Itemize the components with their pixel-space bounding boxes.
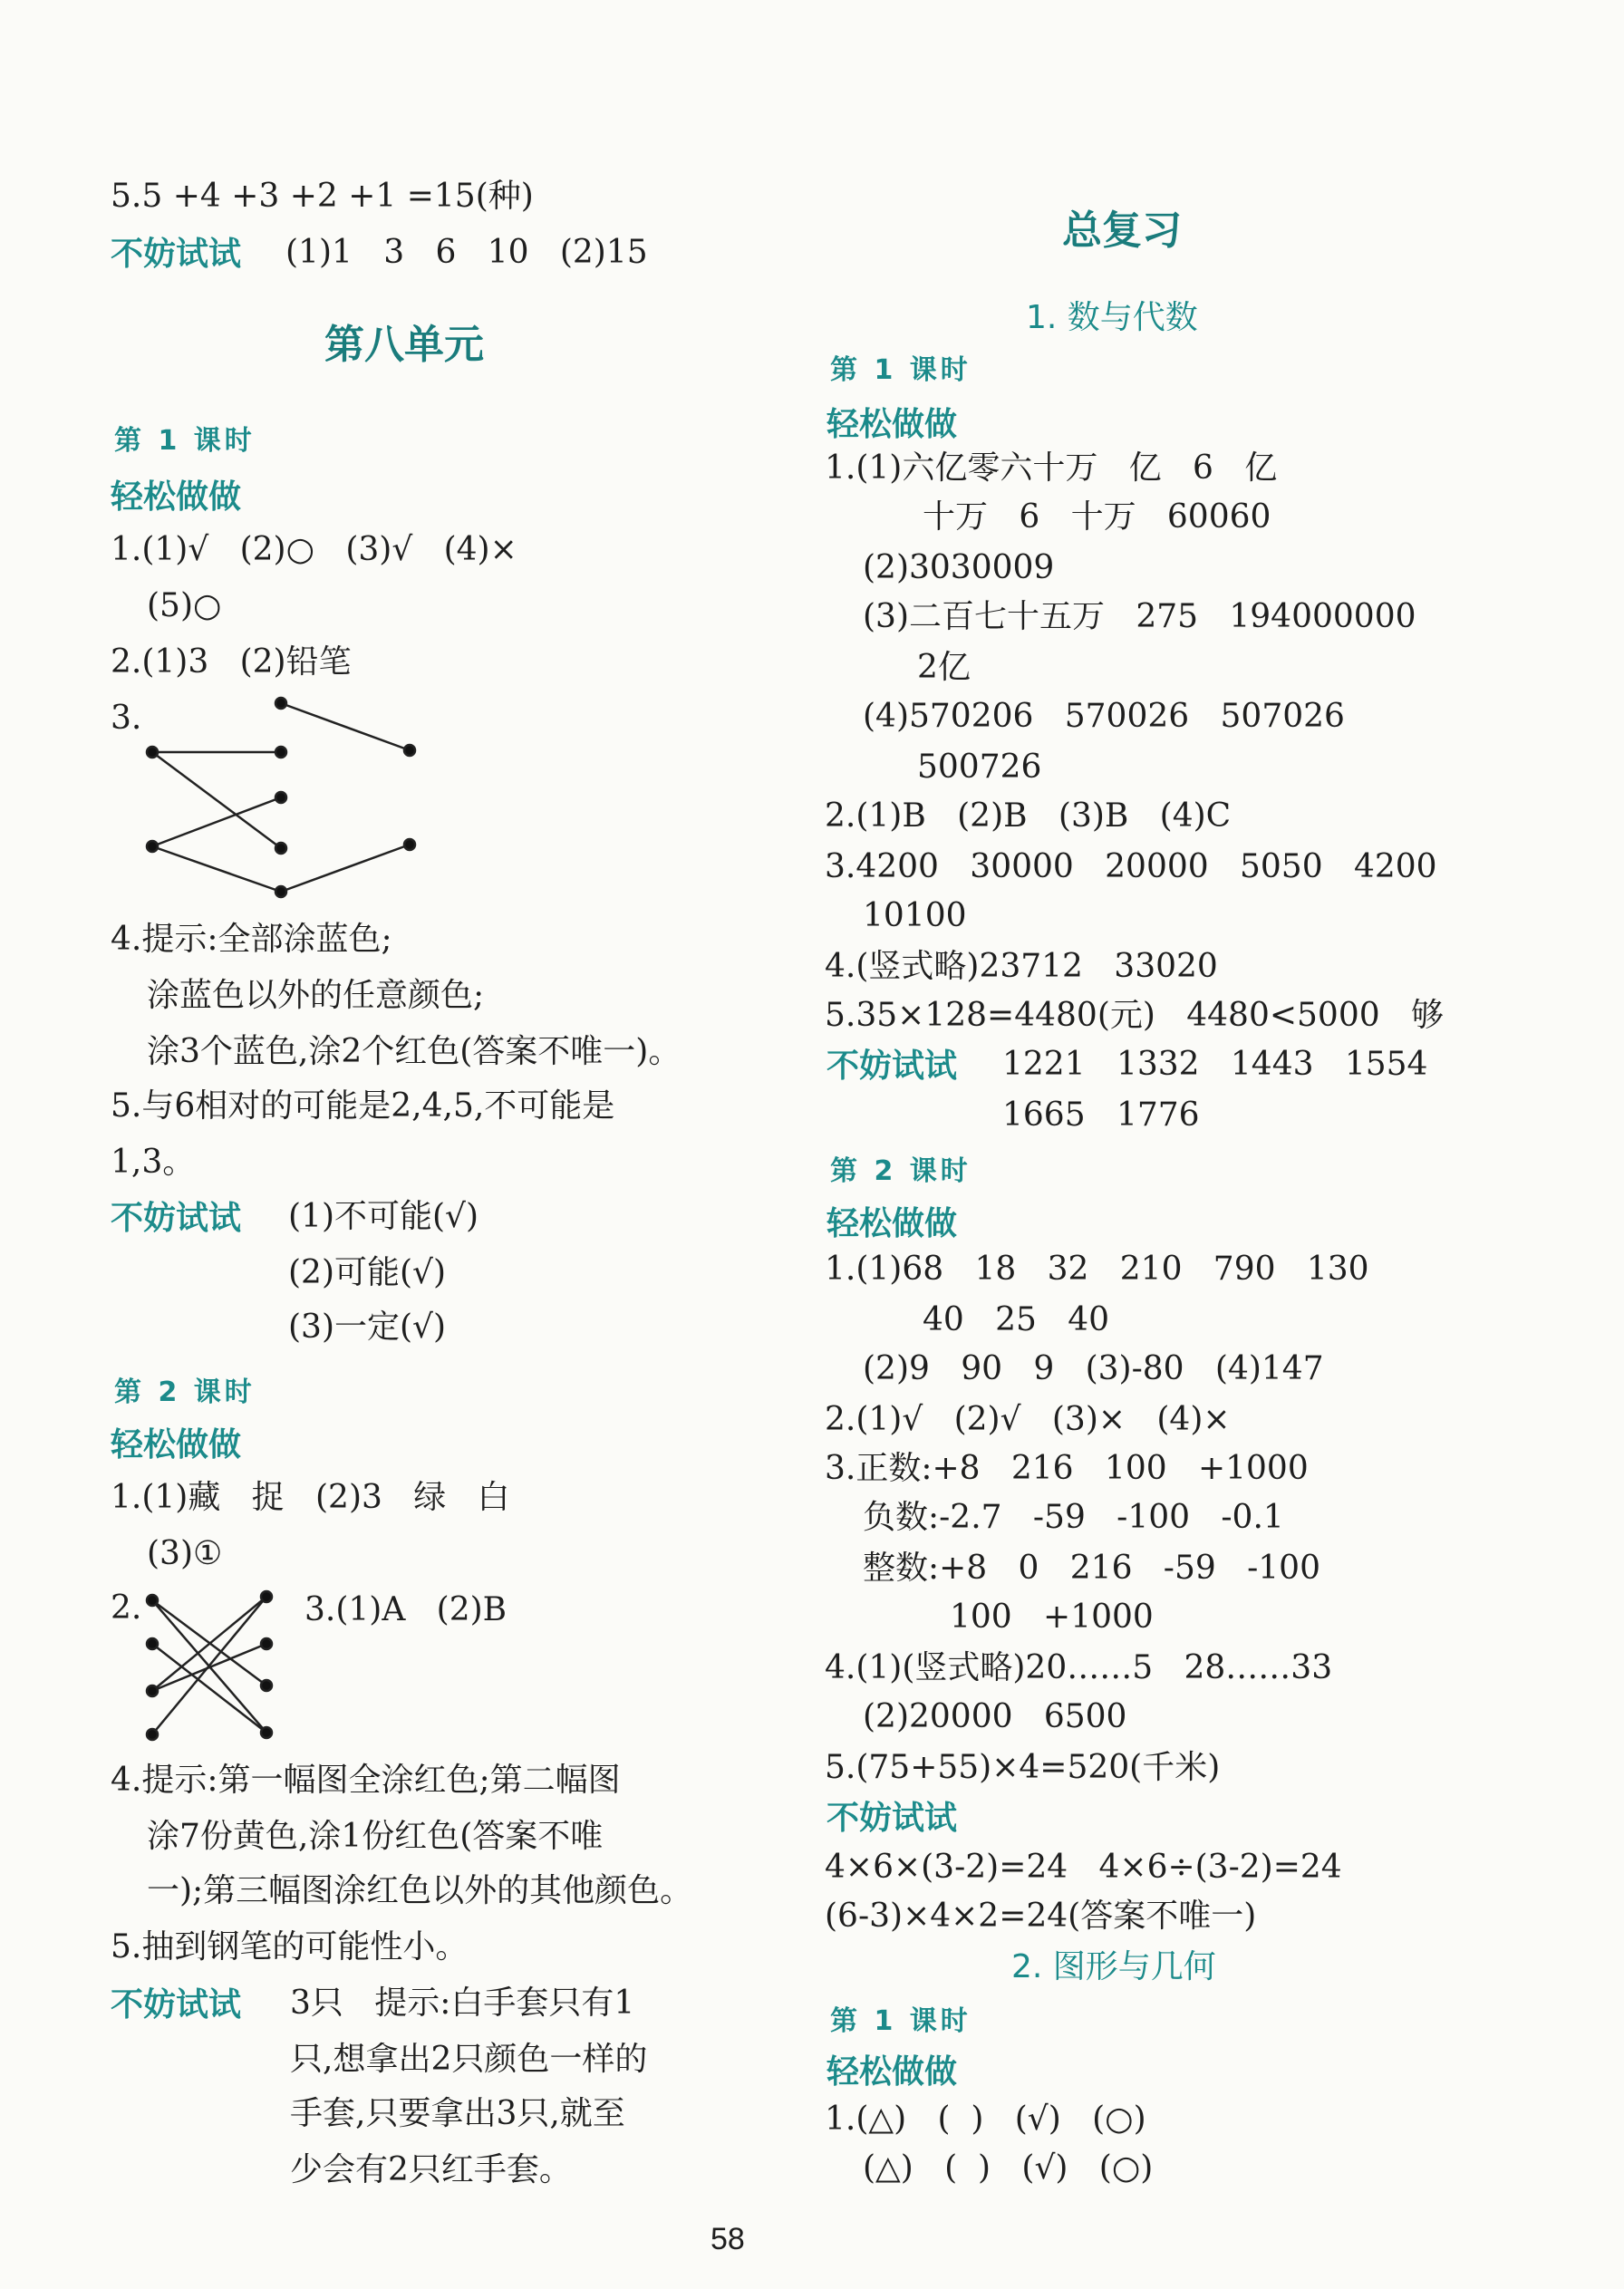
unit-title: 第八单元: [324, 322, 484, 368]
answer-line: 2.(1)3 (2)铅笔: [111, 643, 352, 681]
answer-line: (2)3030009: [863, 549, 1055, 586]
lesson-label: 第 1 课时: [830, 354, 972, 386]
matching-diagram-2: [136, 1579, 281, 1751]
answer-line: (1)不可能(√): [288, 1198, 479, 1235]
answer-line: 只,想拿出2只颜色一样的: [290, 2041, 648, 2078]
answer-line: 40 25 40: [923, 1301, 1110, 1338]
answer-line: 少会有2只红手套。: [290, 2151, 572, 2188]
subsection-title: 1. 数与代数: [1026, 299, 1198, 336]
answer-line: 3.: [111, 700, 142, 737]
answer-line: 1221 1332 1443 1554: [1002, 1046, 1428, 1083]
answer-line: 4.提示:第一幅图全涂红色;第二幅图: [111, 1762, 621, 1799]
lesson-label: 第 2 课时: [114, 1376, 256, 1408]
try-it-label: 不妨试试: [826, 1800, 958, 1837]
answer-line: (5)○: [147, 587, 222, 624]
answer-line: 10100: [863, 897, 967, 934]
answer-line: 1.(△) ( ) (√) (○): [825, 2101, 1146, 2138]
answer-line: 4×6×(3-2)=24 4×6÷(3-2)=24: [825, 1849, 1342, 1886]
answer-line: 5.35×128=4480(元) 4480<5000 够: [825, 997, 1444, 1034]
answer-line: 2亿: [917, 649, 971, 686]
answer-line: (3)二百七十五万 275 194000000: [863, 598, 1416, 635]
answer-line: 5.5 +4 +3 +2 +1 =15(种): [111, 178, 534, 215]
answer-line: (3)一定(√): [288, 1309, 447, 1346]
answer-line: 3.正数:+8 216 100 +1000: [825, 1450, 1309, 1487]
answer-line: 5.(75+55)×4=520(千米): [825, 1749, 1221, 1786]
answer-line: 5.与6相对的可能是2,4,5,不可能是: [111, 1087, 615, 1125]
answer-line: 1.(1)六亿零六十万 亿 6 亿: [825, 449, 1278, 487]
answer-line: 100 +1000: [950, 1598, 1154, 1636]
answer-line: 涂3个蓝色,涂2个红色(答案不唯一)。: [147, 1033, 682, 1070]
try-it-label: 不妨试试: [111, 1986, 242, 2023]
lesson-label: 第 2 课时: [830, 1155, 972, 1187]
answer-line: 手套,只要拿出3只,就至: [290, 2095, 625, 2132]
answer-line: 2.(1)B (2)B (3)B (4)C: [825, 797, 1232, 835]
matching-diagram-1: [136, 689, 435, 906]
answer-line: 1,3。: [111, 1144, 196, 1181]
subsection-title: 2. 图形与几何: [1011, 1948, 1216, 1985]
page-number: 58: [710, 2222, 745, 2256]
easy-label: 轻松做做: [826, 1205, 958, 1242]
lesson-label: 第 1 课时: [830, 2005, 972, 2037]
answer-line: 2.: [111, 1589, 142, 1627]
answer-line: 4.(1)(竖式略)20……5 28……33: [825, 1649, 1333, 1686]
answer-line: (2)9 90 9 (3)-80 (4)147: [863, 1350, 1324, 1387]
answer-line: 十万 6 十万 60060: [923, 498, 1271, 536]
answer-line: 1.(1)68 18 32 210 790 130: [825, 1251, 1369, 1288]
answer-line: (△) ( ) (√) (○): [863, 2149, 1154, 2187]
answer-line: 整数:+8 0 216 -59 -100: [863, 1550, 1320, 1587]
answer-line: 1665 1776: [1002, 1096, 1200, 1134]
answer-line: 5.抽到钢笔的可能性小。: [111, 1928, 469, 1965]
answer-line: 3只 提示:白手套只有1: [290, 1985, 635, 2022]
answer-line: 1.(1)√ (2)○ (3)√ (4)×: [111, 531, 517, 568]
section-title: 总复习: [1062, 208, 1182, 254]
answer-line: 500726: [917, 749, 1042, 786]
answer-line: 1.(1)藏 捉 (2)3 绿 白: [111, 1479, 510, 1516]
answer-line: (6-3)×4×2=24(答案不唯一): [825, 1898, 1257, 1935]
easy-label: 轻松做做: [111, 1426, 242, 1463]
answer-line: (2)20000 6500: [863, 1698, 1127, 1735]
answer-line: (3)①: [147, 1535, 223, 1572]
easy-label: 轻松做做: [111, 478, 242, 516]
easy-label: 轻松做做: [826, 406, 958, 443]
answer-line: (2)可能(√): [288, 1254, 447, 1291]
answer-line: (4)570206 570026 507026: [863, 698, 1345, 735]
easy-label: 轻松做做: [826, 2053, 958, 2091]
answer-line: 3.4200 30000 20000 5050 4200: [825, 848, 1437, 885]
try-it-label: 不妨试试: [111, 236, 242, 273]
answer-line: 涂7份黄色,涂1份红色(答案不唯: [147, 1818, 604, 1855]
answer-line: 4.(竖式略)23712 33020: [825, 948, 1218, 985]
try-it-label: 不妨试试: [111, 1200, 242, 1237]
answer-line: 2.(1)√ (2)√ (3)× (4)×: [825, 1401, 1231, 1438]
answer-line: 4.提示:全部涂蓝色;: [111, 921, 392, 958]
answer-line: 一);第三幅图涂红色以外的其他颜色。: [147, 1872, 693, 1909]
answer-line: (1)1 3 6 10 (2)15: [285, 234, 648, 271]
answer-line: 负数:-2.7 -59 -100 -0.1: [863, 1499, 1284, 1536]
lesson-label: 第 1 课时: [114, 425, 256, 457]
try-it-label: 不妨试试: [826, 1048, 958, 1085]
answer-line: 涂蓝色以外的任意颜色;: [147, 977, 485, 1014]
answer-line: 3.(1)A (2)B: [304, 1591, 508, 1628]
